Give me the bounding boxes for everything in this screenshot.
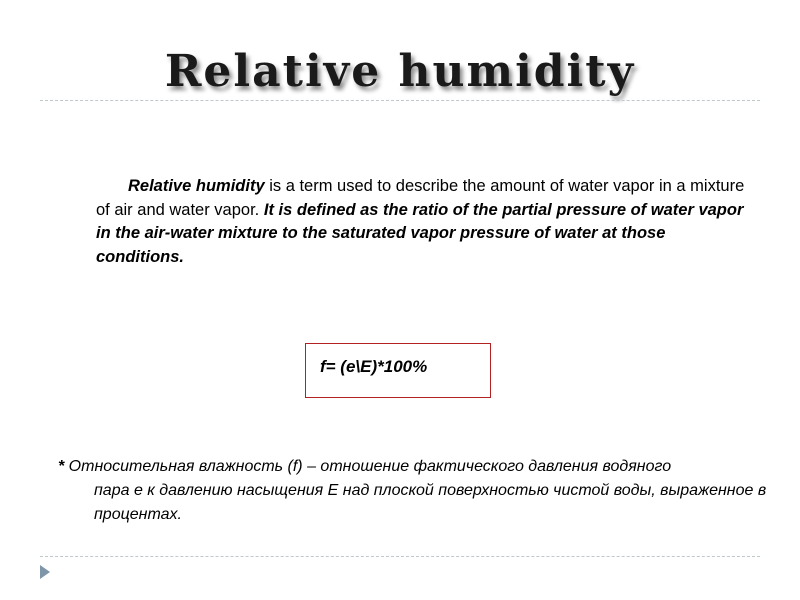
top-divider bbox=[40, 100, 760, 101]
slide-title: Relative humidity bbox=[164, 46, 636, 97]
definition-emphasis: It is defined as the ratio of the partial pressure of water vapor in the air-water mixture to the saturated vapor pressure of water at those conditions. bbox=[96, 200, 744, 266]
note-star: * bbox=[58, 458, 65, 475]
bottom-divider bbox=[40, 556, 760, 557]
note-line-2: пара e к давлению насыщения E над плоской поверхностью чистой воды, выраженное в процентах. bbox=[94, 482, 767, 523]
note-line-1-text: Относительная влажность (f) – отношение фактического давления водяного bbox=[64, 458, 672, 475]
russian-note bbox=[58, 455, 770, 527]
definition-intro: is a term used to describe the amount of water vapor in a mixture of air and water vapor. bbox=[96, 177, 745, 219]
triangle-right-icon[interactable] bbox=[40, 565, 50, 579]
definition-paragraph bbox=[96, 175, 756, 269]
formula-text: f= (e\E)*100% bbox=[320, 357, 428, 376]
formula-box bbox=[305, 343, 491, 398]
note-line-1 bbox=[58, 455, 770, 479]
definition-term: Relative humidity bbox=[128, 177, 265, 195]
